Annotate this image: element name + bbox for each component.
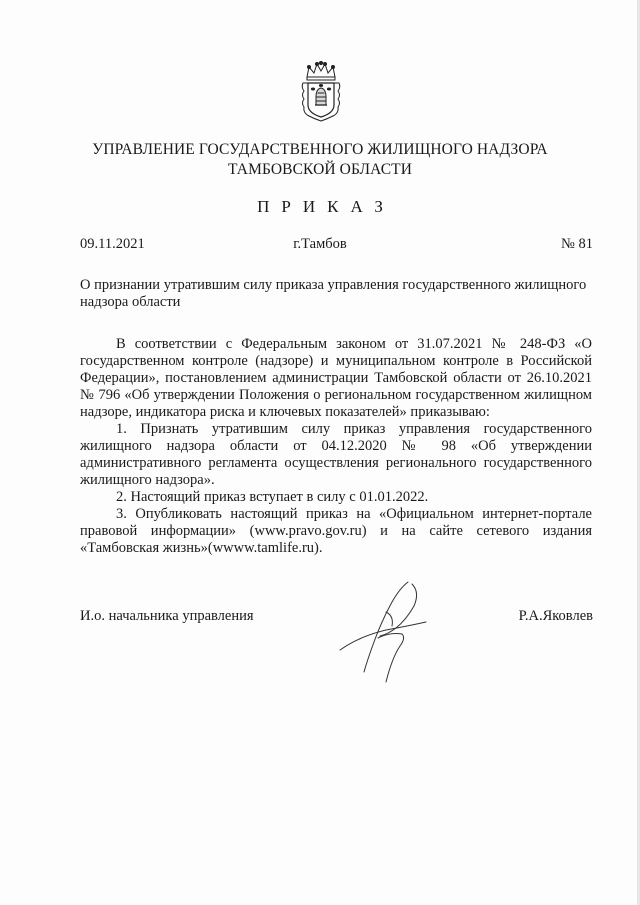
organization-name-line-2: ТАМБОВСКОЙ ОБЛАСТИ [228, 161, 412, 178]
organization-name-line-1: УПРАВЛЕНИЕ ГОСУДАРСТВЕННОГО ЖИЛИЩНОГО НАДЗОРА [92, 141, 548, 158]
body-item-3: 3. Опубликовать настоящий приказ на «Официальном интернет-портале правовой информации» (www.pravo.gov.ru) и на сайте сетевого издания «Тамбовская жизнь»(wwww.tamlife.ru). [80, 506, 592, 556]
signatory-name: Р.А.Яковлев [518, 608, 593, 624]
body-preamble: В соответствии с Федеральным законом от 31.07.2021 № 248-ФЗ «О государственном контроле (надзоре) и муниципальном контроле в Российской Федерации», постановлением администрации Тамбовской области от 26.10.2021 № 796 «Об утверждении Положения о региональном государственном жилищном надзоре, индикатора риска и ключевых показателей» приказываю: [80, 336, 592, 420]
document-date: 09.11.2021 [80, 236, 145, 252]
body-item-2: 2. Настоящий приказ вступает в силу с 01.01.2022. [116, 489, 429, 505]
document-body [80, 336, 592, 557]
signatory-title: И.о. начальника управления [80, 608, 254, 624]
document-city: г.Тамбов [293, 236, 347, 252]
coat-of-arms-icon [299, 61, 343, 123]
document-subject: О признании утратившим силу приказа управления государственного жилищного надзора области [80, 277, 587, 310]
handwritten-signature-icon [330, 572, 450, 687]
body-item-1: 1. Признать утратившим силу приказ управления государственного жилищного надзора области от 04.12.2020 № 98 «Об утверждении административного регламента осуществления регионального государственного жилищного надзора». [80, 421, 592, 488]
document-type-title: ПРИКАЗ [257, 197, 395, 216]
document-number: № 81 [561, 236, 593, 252]
